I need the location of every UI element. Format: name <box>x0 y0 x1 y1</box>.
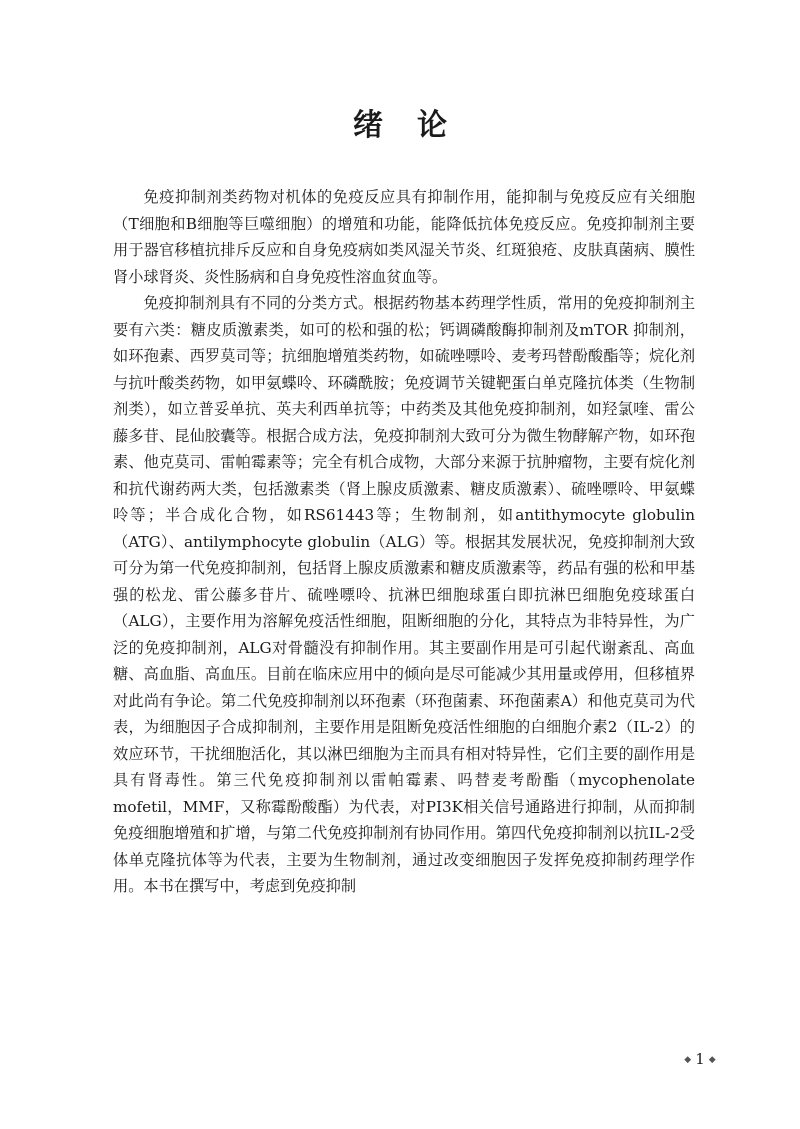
paragraph-classification: 免疫抑制剂具有不同的分类方式。根据药物基本药理学性质，常用的免疫抑制剂主要有六类：糖皮质激素类，如可的松和强的松；钙调磷酸酶抑制剂及mTOR 抑制剂，如环孢素、西罗莫司等；抗细胞增殖类药物，如硫唑嘌呤、麦考玛替酚酸酯等；烷化剂与抗叶酸类药物，如甲氨蝶呤、环磷酰胺；免疫调节关键靶蛋白单克隆抗体类（生物制剂类），如立普妥单抗、英夫利西单抗等；中药类及其他免疫抑制剂，如羟氯喹、雷公藤多苷、昆仙胶囊等。根据合成方法，免疫抑制剂大致可分为微生物酵解产物，如环孢素、他克莫司、雷帕霉素等；完全有机合成物，大部分来源于抗肿瘤物，主要有烷化剂和抗代谢药两大类，包括激素类（肾上腺皮质激素、糖皮质激素）、硫唑嘌呤、甲氨蝶呤等；半合成化合物，如RS61443等；生物制剂，如antithymocyte globulin（ATG）、antilymphocyte globulin（ALG）等。根据其发展状况，免疫抑制剂大致可分为第一代免疫抑制剂，包括肾上腺皮质激素和糖皮质激素等，药品有强的松和甲基强的松龙、雷公藤多苷片、硫唑嘌呤、抗淋巴细胞球蛋白即抗淋巴细胞免疫球蛋白（ALG），主要作用为溶解免疫活性细胞，阻断细胞的分化，其特点为非特异性，为广泛的免疫抑制剂，ALG对骨髓没有抑制作用。其主要副作用是可引起代谢紊乱、高血糖、高血脂、高血压。目前在临床应用中的倾向是尽可能减少其用量或停用，但移植界对此尚有争论。第二代免疫抑制剂以环孢素（环孢菌素、环孢菌素A）和他克莫司为代表，为细胞因子合成抑制剂，主要作用是阻断免疫活性细胞的白细胞介素2（IL-2）的效应环节，干扰细胞活化，其以淋巴细胞为主而具有相对特异性，它们主要的副作用是具有肾毒性。第三代免疫抑制剂以雷帕霉素、吗替麦考酚酯（mycophenolate mofetil，MMF，又称霉酚酸酯）为代表，对PI3K相关信号通路进行抑制，从而抑制免疫细胞增殖和扩增，与第二代免疫抑制剂有协同作用。第四代免疫抑制剂以抗IL-2受体单克隆抗体等为代表，主要为生物制剂，通过改变细胞因子发挥免疫抑制药理学作用。本书在撰写中，考虑到免疫抑制 <box>113 294 695 895</box>
paragraph-intro: 免疫抑制剂类药物对机体的免疫反应具有抑制作用，能抑制与免疫反应有关细胞（T细胞和B细胞等巨噬细胞）的增殖和功能，能降低抗体免疫反应。免疫抑制剂主要用于器官移植抗排斥反应和自身免疫病如类风湿关节炎、红斑狼疮、皮肤真菌病、膜性肾小球肾炎、炎性肠病和自身免疫性溶血贫血等。 <box>113 188 695 286</box>
page-number: 1 <box>695 1050 705 1068</box>
bullet-dot-icon: ◆ <box>684 1055 692 1065</box>
page-footer <box>670 1048 730 1071</box>
bullet-dot-icon: ◆ <box>708 1055 716 1065</box>
body-text <box>113 184 695 900</box>
chapter-title: 绪论 <box>353 108 481 143</box>
